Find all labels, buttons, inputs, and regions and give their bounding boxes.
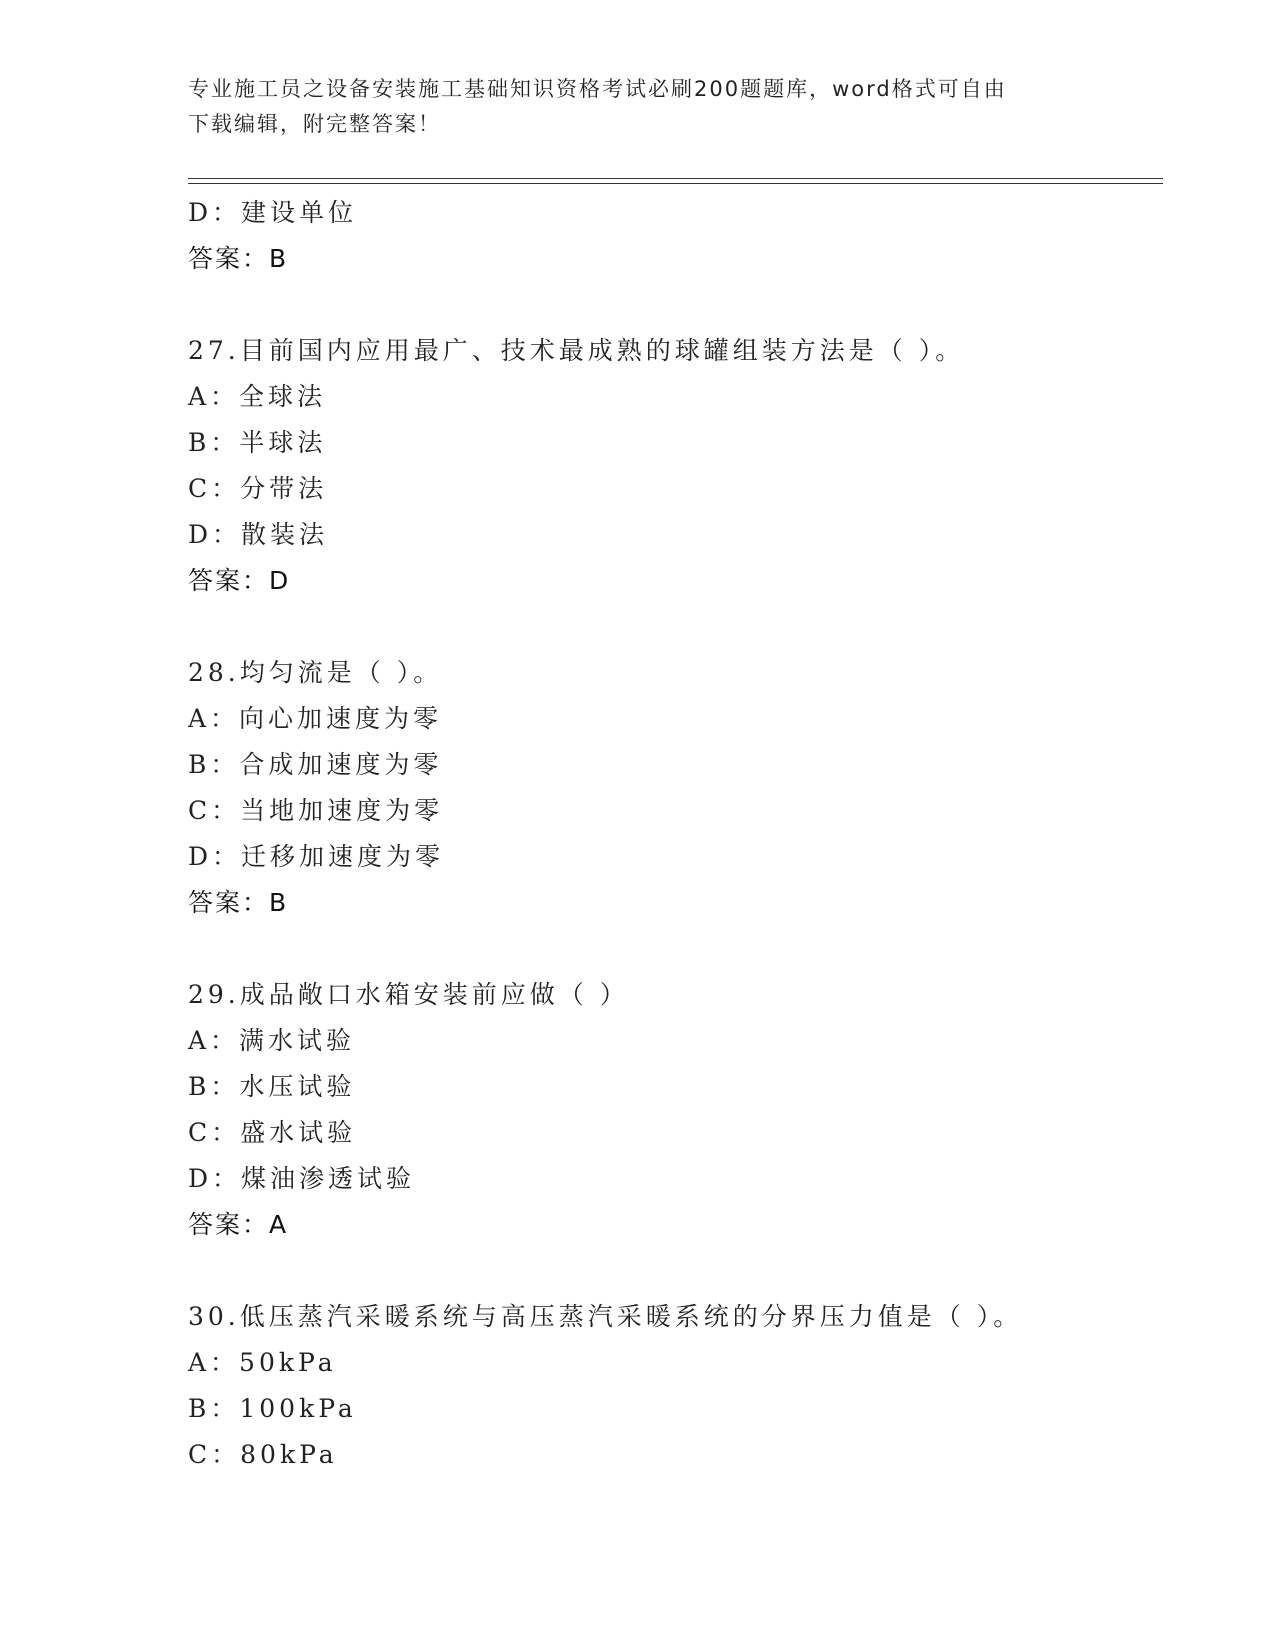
option-b: B：半球法 [188,428,327,457]
question-28 [188,650,1188,926]
answer-line: 答案：D [188,566,291,595]
spacer [188,926,1188,972]
option-b: B：100kPa [188,1394,357,1423]
header-divider-bottom [188,183,1163,184]
option-c: C：分带法 [188,474,328,503]
spacer [188,604,1188,650]
header-title-line-2: 下载编辑，附完整答案！ [188,112,441,136]
answer-line: 答案：B [188,244,289,273]
option-a: A：满水试验 [188,1026,356,1055]
document-header [188,72,1068,142]
option-a: A：全球法 [188,382,327,411]
option-d: D：迁移加速度为零 [188,842,445,871]
spacer [188,282,1188,328]
question-27 [188,328,1188,604]
option-a: A：50kPa [188,1348,337,1377]
question-list [188,190,1188,1478]
option-c: C：盛水试验 [188,1118,357,1147]
question-stem: 27.目前国内应用最广、技术最成熟的球罐组装方法是（ ）。 [188,336,965,365]
question-stem: 29.成品敞口水箱安装前应做（ ） [188,980,629,1009]
question-29 [188,972,1188,1248]
header-divider-top [188,178,1163,179]
spacer [188,1248,1188,1294]
question-30 [188,1294,1188,1478]
option-d: D：建设单位 [188,198,358,227]
option-c: C：当地加速度为零 [188,796,444,825]
option-d: D：煤油渗透试验 [188,1164,416,1193]
answer-line: 答案：A [188,1210,289,1239]
option-b: B：合成加速度为零 [188,750,443,779]
option-d: D：散装法 [188,520,329,549]
option-b: B：水压试验 [188,1072,356,1101]
header-title-line-1: 专业施工员之设备安装施工基础知识资格考试必刷200题题库，word格式可自由 [188,77,1007,101]
previous-question-tail [188,190,1188,282]
question-stem: 28.均匀流是（ ）。 [188,658,443,687]
option-c: C：80kPa [188,1440,338,1469]
option-a: A：向心加速度为零 [188,704,443,733]
question-stem: 30.低压蒸汽采暖系统与高压蒸汽采暖系统的分界压力值是（ ）。 [188,1302,1023,1331]
answer-line: 答案：B [188,888,289,917]
